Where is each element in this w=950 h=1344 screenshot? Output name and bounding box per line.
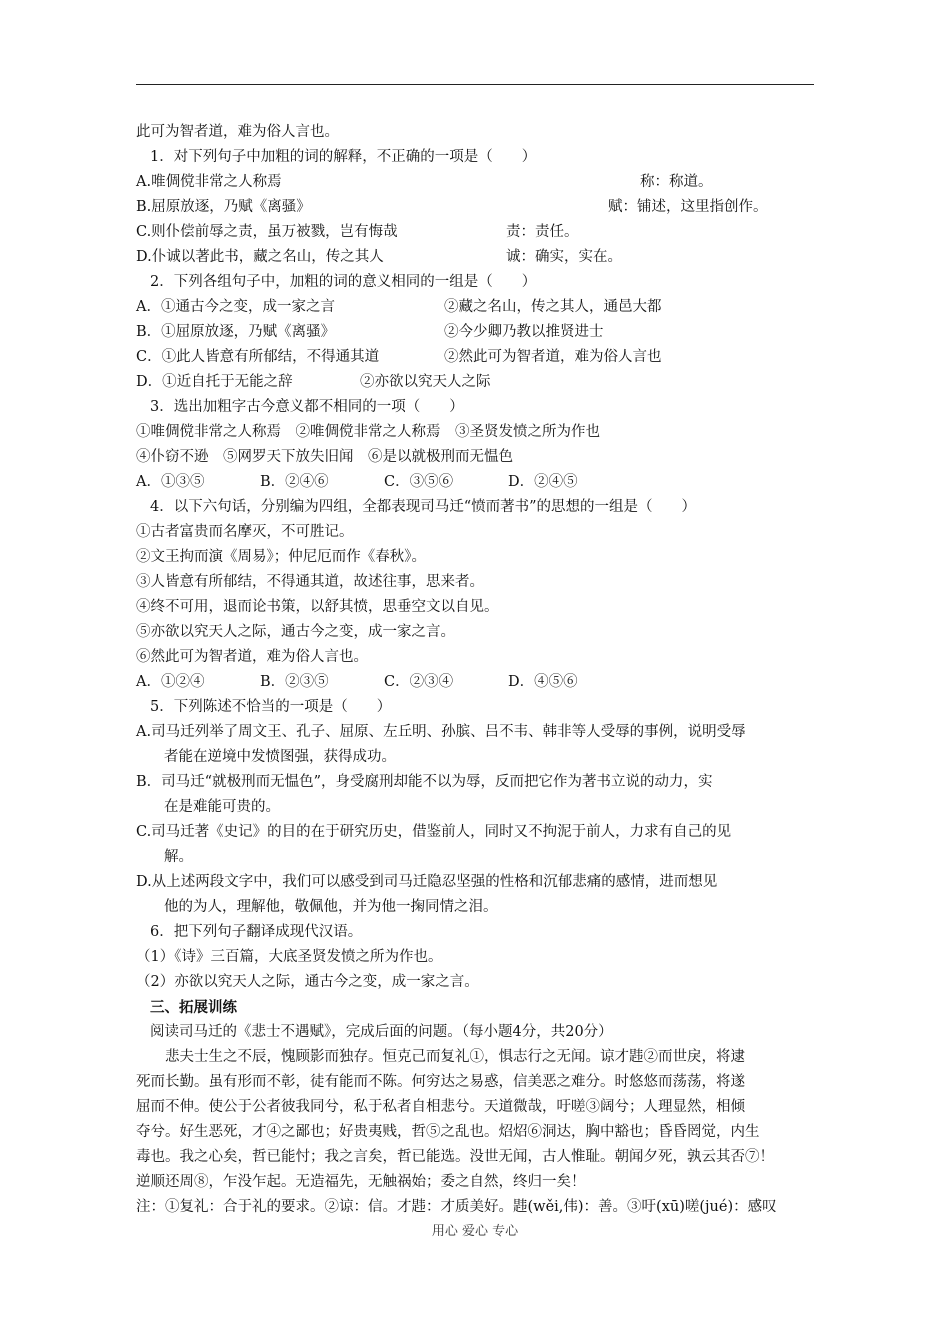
q5-option-b-cont: 在是难能可贵的。 bbox=[164, 799, 280, 815]
passage-line: 悲夫士生之不辰，愧顾影而独存。恒克己而复礼①，惧志行之无闻。谅才韪②而世戾，将逮 bbox=[136, 1049, 745, 1065]
question-6: 6．把下列句子翻译成现代汉语。 bbox=[150, 924, 363, 940]
q3-options bbox=[136, 470, 826, 495]
q2-option-c: C．①此人皆意有所郁结，不得通其道 ②然此可为智者道，难为俗人言也 bbox=[136, 349, 662, 365]
q6-item-1: （1）《诗》三百篇，大底圣贤发愤之所为作也。 bbox=[136, 949, 443, 965]
fu-passage bbox=[136, 1045, 826, 1195]
q4-option-b: B．②③⑤ bbox=[260, 674, 329, 690]
question-4: 4．以下六句话，分别编为四组，全都表现司马迁“愤而著书”的思想的一组是（ ） bbox=[150, 499, 697, 515]
q4-sentence-2: ②文王拘而演《周易》；仲尼厄而作《春秋》。 bbox=[136, 549, 426, 565]
reading-intro: 阅读司马迁的《悲士不遇赋》，完成后面的问题。（每小题4分，共20分） bbox=[150, 1024, 613, 1040]
q4-options bbox=[136, 670, 826, 695]
q4-option-d: D．④⑤⑥ bbox=[508, 674, 578, 690]
q1-option-b: B.屈原放逐，乃赋《离骚》 赋：铺述，这里指创作。 bbox=[136, 199, 768, 215]
passage-line: 死而长勤。虽有形而不彰，徒有能而不陈。何穷达之易惑，信美恶之难分。时悠悠而荡荡，将遂 bbox=[136, 1074, 745, 1090]
q4-sentence-4: ④终不可用，退而论书策，以舒其愤，思垂空文以自见。 bbox=[136, 599, 499, 615]
passage-line: 屈而不伸。使公于公者彼我同兮，私于私者自相悲兮。天道微哉，吁嗟③阔兮；人理显然，相倾 bbox=[136, 1099, 745, 1115]
document-body bbox=[136, 120, 826, 1220]
q3-items-2: ④仆窃不逊 ⑤网罗天下放失旧闻 ⑥是以就极刑而无愠色 bbox=[136, 449, 513, 465]
q1-option-a: A.唯倜傥非常之人称焉 称：称道。 bbox=[136, 174, 713, 190]
header-rule bbox=[136, 84, 814, 85]
question-1: 1．对下列句子中加粗的词的解释，不正确的一项是（ ） bbox=[150, 149, 537, 165]
q5-option-d: D.从上述两段文字中，我们可以感受到司马迁隐忍坚强的性格和沉郁悲痛的感情，进而想见 bbox=[136, 874, 718, 890]
q1-option-d: D.仆诚以著此书，藏之名山，传之其人 诚：确实，实在。 bbox=[136, 249, 622, 265]
q6-item-2: （2）亦欲以究天人之际，通古今之变，成一家之言。 bbox=[136, 974, 479, 990]
q5-option-c: C.司马迁著《史记》的目的在于研究历史，借鉴前人，同时又不拘泥于前人，力求有自己的见 bbox=[136, 824, 732, 840]
q3-option-c: C．③⑤⑥ bbox=[384, 474, 454, 490]
q3-items-1: ①唯倜傥非常之人称焉 ②唯倜傥非常之人称焉 ③圣贤发愤之所为作也 bbox=[136, 424, 600, 440]
question-2: 2．下列各组句子中，加粗的词的意义相同的一组是（ ） bbox=[150, 274, 537, 290]
q1-option-c: C.则仆偿前辱之责，虽万被戮，岂有悔哉 责：责任。 bbox=[136, 224, 579, 240]
q3-option-d: D．②④⑤ bbox=[508, 474, 578, 490]
passage-line: 逆顺还周⑧，乍没乍起。无造福先，无触祸始；委之自然，终归一矣！ bbox=[136, 1174, 586, 1190]
passage-line: 此可为智者道，难为俗人言也。 bbox=[136, 124, 339, 140]
q3-option-a: A．①③⑤ bbox=[136, 474, 205, 490]
question-3: 3．选出加粗字古今意义都不相同的一项（ ） bbox=[150, 399, 464, 415]
footnote: 注：①复礼：合于礼的要求。②谅：信。才韪：才质美好。韪(wěi,伟)：善。③吁(xū)嗟(jué)：感叹 bbox=[136, 1199, 777, 1215]
section-heading: 三、拓展训练 bbox=[150, 999, 237, 1016]
q5-option-c-cont: 解。 bbox=[164, 849, 193, 865]
passage-line: 毒也。我之心矣，哲已能忖；我之言矣，哲已能选。没世无闻，古人惟耻。朝闻夕死，孰云其否⑦！ bbox=[136, 1149, 774, 1165]
q4-option-c: C．②③④ bbox=[384, 674, 454, 690]
q2-option-b: B．①屈原放逐，乃赋《离骚》 ②今少卿乃教以推贤进士 bbox=[136, 324, 604, 340]
q4-sentence-5: ⑤亦欲以究天人之际，通古今之变，成一家之言。 bbox=[136, 624, 455, 640]
passage-line: 夺兮。好生恶死，才④之鄙也；好贵夷贱，哲⑤之乱也。炤炤⑥洞达，胸中豁也；昏昏罔觉，内生 bbox=[136, 1124, 760, 1140]
q2-option-a: A．①通古今之变，成一家之言 ②藏之名山，传之其人，通邑大都 bbox=[136, 299, 662, 315]
q4-sentence-3: ③人皆意有所郁结，不得通其道，故述往事，思来者。 bbox=[136, 574, 484, 590]
q5-option-a-cont: 者能在逆境中发愤图强，获得成功。 bbox=[164, 749, 396, 765]
question-5: 5．下列陈述不恰当的一项是（ ） bbox=[150, 699, 392, 715]
q4-sentence-1: ①古者富贵而名摩灭，不可胜记。 bbox=[136, 524, 354, 540]
q2-option-d: D．①近自托于无能之辞 ②亦欲以究天人之际 bbox=[136, 374, 491, 390]
q4-option-a: A．①②④ bbox=[136, 674, 205, 690]
q3-option-b: B．②④⑥ bbox=[260, 474, 329, 490]
q5-option-a: A.司马迁列举了周文王、孔子、屈原、左丘明、孙膑、吕不韦、韩非等人受辱的事例，说明受辱 bbox=[136, 724, 746, 740]
q5-option-d-cont: 他的为人，理解他，敬佩他，并为他一掬同情之泪。 bbox=[164, 899, 498, 915]
q5-option-b: B．司马迁“就极刑而无愠色”，身受腐刑却能不以为辱，反而把它作为著书立说的动力，实 bbox=[136, 774, 713, 790]
q4-sentence-6: ⑥然此可为智者道，难为俗人言也。 bbox=[136, 649, 368, 665]
page-footer: 用心 爱心 专心 bbox=[431, 1224, 519, 1239]
